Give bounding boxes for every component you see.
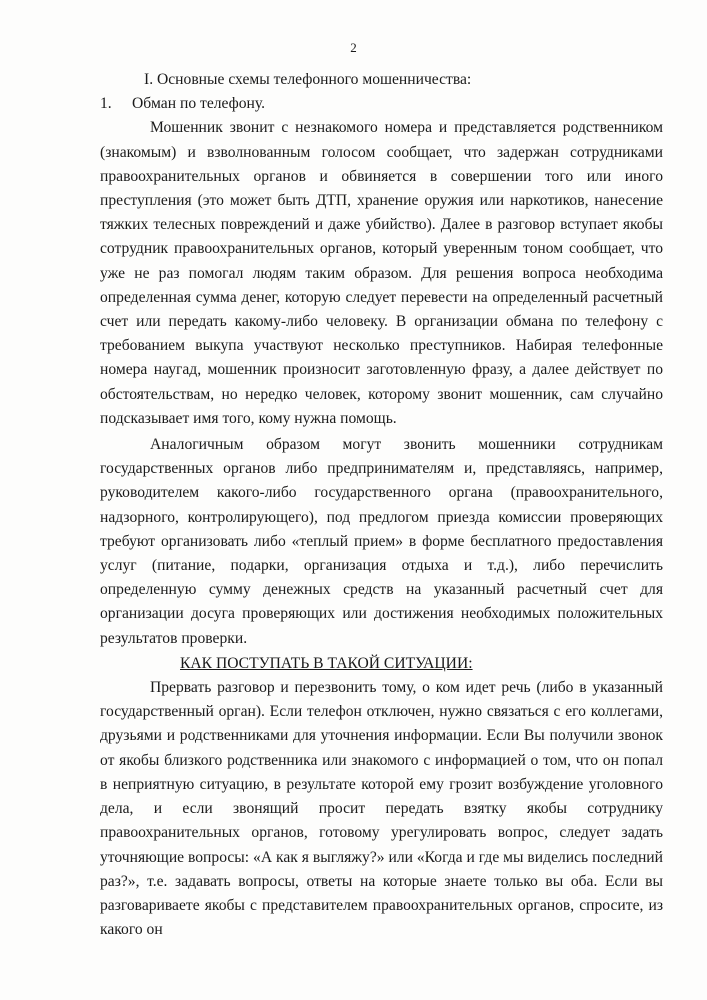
list-item-text: Обман по телефону. [132, 95, 266, 113]
list-item [100, 92, 663, 116]
document-body [100, 68, 663, 942]
list-item-number: 1. [100, 95, 112, 113]
paragraph-scheme-description: Мошенник звонит с незнакомого номера и представляется родственником (знакомым) и взволнованным голосом сообщает, что задержан сотрудниками правоохранительных органов и обвиняется в совершении того или иного преступления (это может быть ДТП, хранение оружия или наркотиков, нанесение тяжких телесных повреждений и даже убийство). Далее в разговор вступает якобы сотрудник правоохранительных органов, который уверенным тоном сообщает, что уже не раз помогал людям таким образом. Для решения вопроса необходима определенная сумма денег, которую следует перевести на определенный расчетный счет или передать какому-либо человеку. В организации обмана по телефону с требованием выкупа участвуют несколько преступников. Набирая телефонные номера наугад, мошенник произносит заготовленную фразу, а далее действует по обстоятельствам, но нередко человек, которому звонит мошенник, сам случайно подсказывает имя того, кому нужна помощь. [100, 119, 663, 427]
section-heading: I. Основные схемы телефонного мошенничества: [144, 71, 472, 88]
advice-heading: КАК ПОСТУПАТЬ В ТАКОЙ СИТУАЦИИ: [180, 654, 473, 672]
page-number: 2 [350, 40, 357, 55]
paragraph-similar-scheme: Аналогичным образом могут звонить мошенники сотрудникам государственных органов либо предпринимателям и, представляясь, например, руководителем какого-либо государственного органа (правоохранительного, надзорного, контролирующего), под предлогом приезда комиссии проверяющих требуют организовать либо «теплый прием» в форме бесплатного предоставления услуг (питание, подарки, организация отдыха и т.д.), либо перечислить определенную сумму денежных средств на указанный расчетный счет для организации досуга проверяющих или достижения необходимых положительных результатов проверки. [100, 436, 663, 647]
paragraph-advice: Прервать разговор и перезвонить тому, о ком идет речь (либо в указанный государственный орган). Если телефон отключен, нужно связаться с его коллегами, друзьями и родственниками для уточнения информации. Если Вы получили звонок от якобы близкого родственника или знакомого с информацией о том, что он попал в неприятную ситуацию, в результате которой ему грозит возбуждение уголовного дела, и если звонящий просит передать взятку якобы сотруднику правоохранительных органов, готовому урегулировать вопрос, следует задать уточняющие вопросы: «А как я выгляжу?» или «Когда и где мы виделись последний раз?», т.е. задавать вопросы, ответы на которые знаете только вы оба. Если вы разговариваете якобы с представителем правоохранительных органов, спросите, из какого он [100, 679, 663, 939]
